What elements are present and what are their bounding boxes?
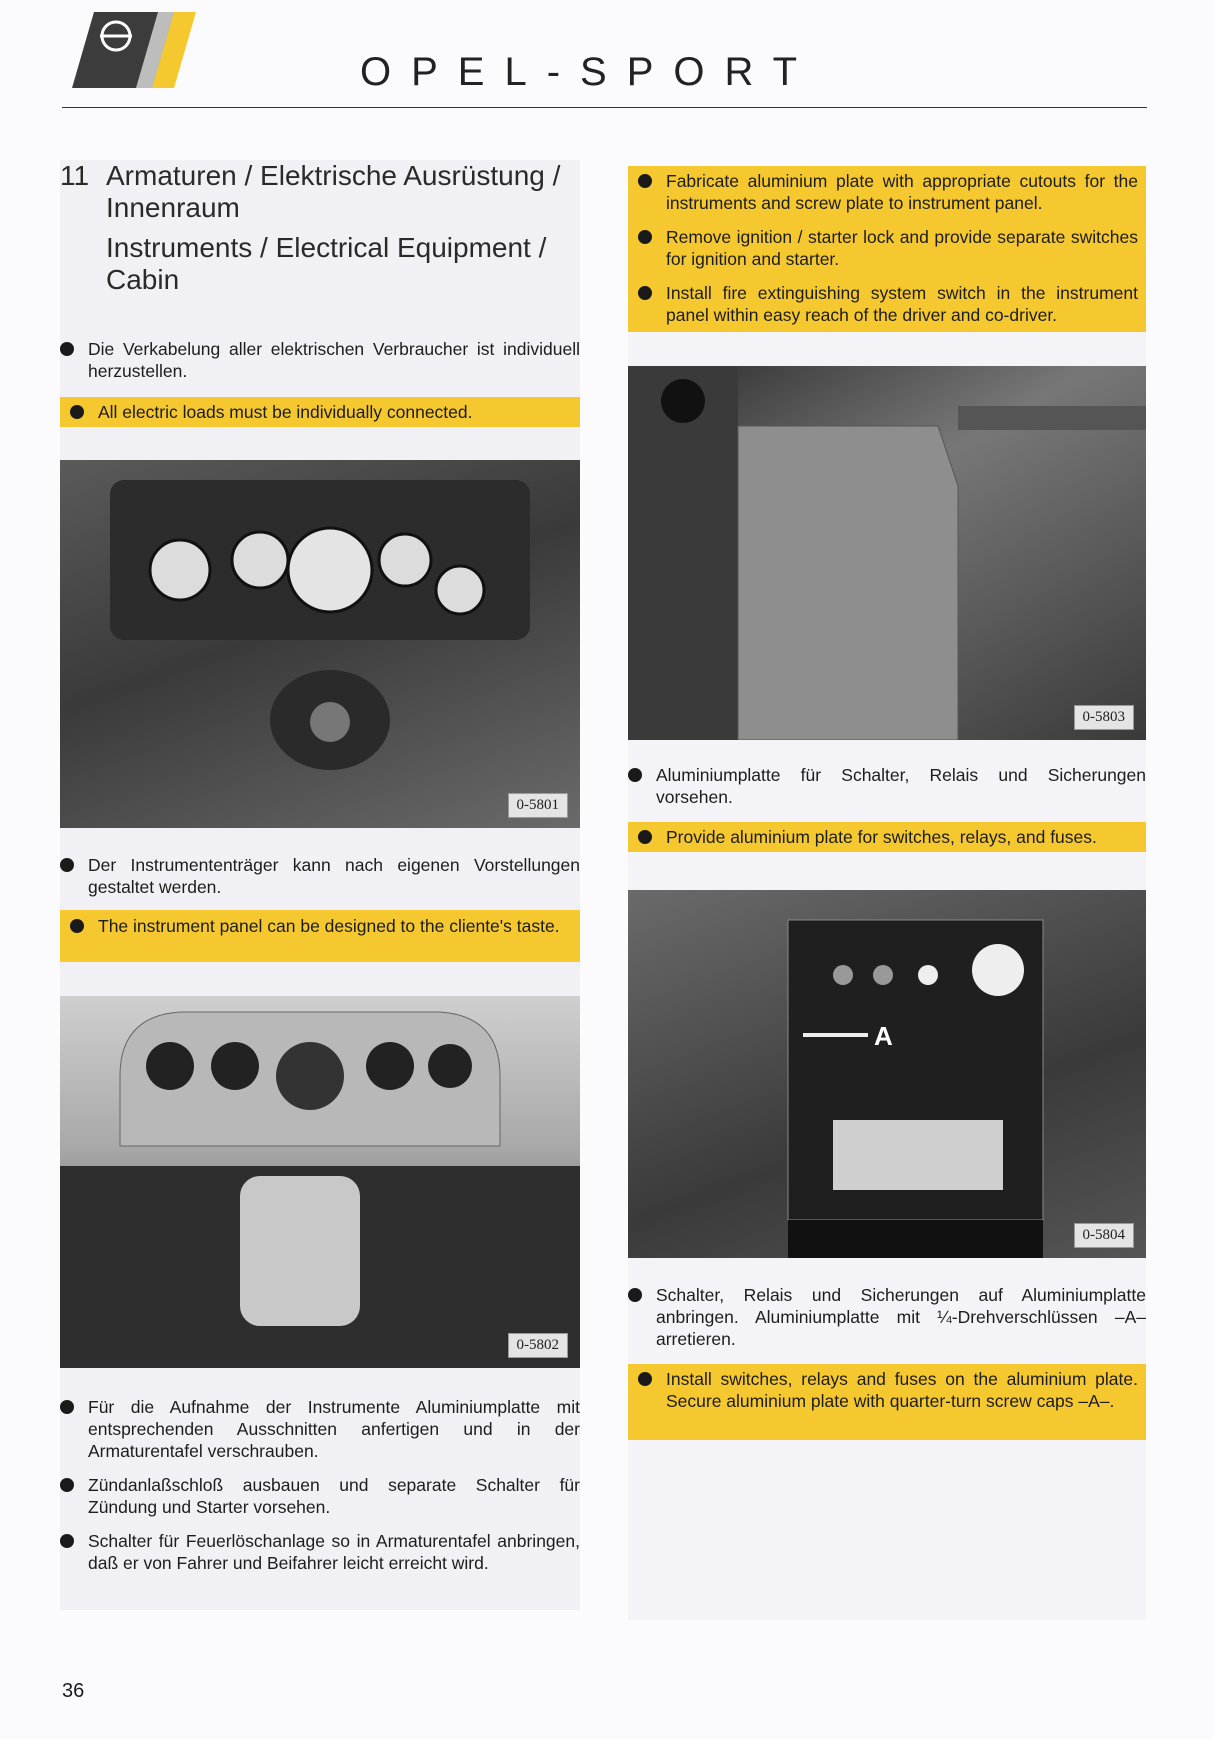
aluminium-panel-illustration bbox=[60, 996, 580, 1368]
photo-switch-panel bbox=[628, 890, 1146, 1258]
paragraph-en: Provide aluminium plate for switches, relays, and fuses. bbox=[638, 826, 1138, 848]
bullet-icon bbox=[638, 174, 652, 188]
paragraph-en: The instrument panel can be designed to the cliente's taste. bbox=[70, 915, 570, 937]
paragraph-de: Aluminiumplatte für Schalter, Relais und Sicherungen vorsehen. bbox=[628, 764, 1146, 808]
bullet-icon bbox=[60, 342, 74, 356]
bullet-icon bbox=[638, 830, 652, 844]
bullet-icon bbox=[70, 405, 84, 419]
paragraph-en: Fabricate aluminium plate with appropriate cutouts for the instruments and screw plate to instrument panel. bbox=[638, 170, 1138, 214]
photo-aluminium-panel bbox=[60, 996, 580, 1368]
photo-dashboard bbox=[60, 460, 580, 828]
bullet-icon bbox=[638, 286, 652, 300]
opel-logo bbox=[64, 8, 204, 92]
bullet-icon bbox=[60, 1400, 74, 1414]
paragraph-de: Schalter für Feuerlöschanlage so in Armaturentafel anbringen, daß er von Fahrer und Beifahrer leicht erreicht wird. bbox=[60, 1530, 580, 1574]
switch-panel-illustration bbox=[628, 890, 1146, 1258]
photo-aluminium-plate bbox=[628, 366, 1146, 740]
bullet-icon bbox=[638, 1372, 652, 1386]
page-number: 36 bbox=[62, 1680, 85, 1702]
paragraph-de: Der Instrumententräger kann nach eigenen Vorstellungen gestaltet werden. bbox=[60, 854, 580, 898]
photo-label: 0-5804 bbox=[1074, 1223, 1135, 1248]
photo-label: 0-5803 bbox=[1074, 705, 1135, 730]
paragraph-en: Install fire extinguishing system switch in the instrument panel within easy reach of the driver and co-driver. bbox=[638, 282, 1138, 326]
bullet-icon bbox=[60, 858, 74, 872]
paragraph-de: Schalter, Relais und Sicherungen auf Aluminiumplatte anbringen. Aluminiumplatte mit ¼-Drehverschlüssen –A– arretieren. bbox=[628, 1284, 1146, 1350]
section-title-de: Armaturen / Elektrische Ausrüstung / Innenraum bbox=[106, 160, 561, 223]
paragraph-en: All electric loads must be individually connected. bbox=[70, 401, 570, 423]
section-title-en: Instruments / Electrical Equipment / Cabin bbox=[106, 232, 547, 295]
bullet-icon bbox=[628, 768, 642, 782]
section-number: 11 bbox=[60, 160, 90, 191]
bullet-icon bbox=[60, 1478, 74, 1492]
bullet-icon bbox=[70, 919, 84, 933]
paragraph-de: Die Verkabelung aller elektrischen Verbraucher ist individuell herzustellen. bbox=[60, 338, 580, 382]
paragraph-de: Zündanlaßschloß ausbauen und separate Schalter für Zündung und Starter vorsehen. bbox=[60, 1474, 580, 1518]
paragraph-en: Install switches, relays and fuses on the aluminium plate. Secure aluminium plate with quarter-turn screw caps –A–. bbox=[638, 1368, 1138, 1412]
bullet-icon bbox=[60, 1534, 74, 1548]
photo-label: 0-5802 bbox=[508, 1333, 569, 1358]
dashboard-illustration bbox=[60, 460, 580, 828]
marker-a: A bbox=[874, 1021, 893, 1051]
paragraph-en: Remove ignition / starter lock and provide separate switches for ignition and starter. bbox=[638, 226, 1138, 270]
paragraph-de: Für die Aufnahme der Instrumente Aluminiumplatte mit entsprechenden Ausschnitten anfertigen und in der Armaturentafel verschrauben. bbox=[60, 1396, 580, 1462]
aluminium-plate-illustration bbox=[628, 366, 1146, 740]
photo-label: 0-5801 bbox=[508, 793, 569, 818]
bullet-icon bbox=[628, 1288, 642, 1302]
header-rule bbox=[62, 107, 1147, 108]
bullet-icon bbox=[638, 230, 652, 244]
brand-title: OPEL-SPORT bbox=[360, 50, 818, 94]
